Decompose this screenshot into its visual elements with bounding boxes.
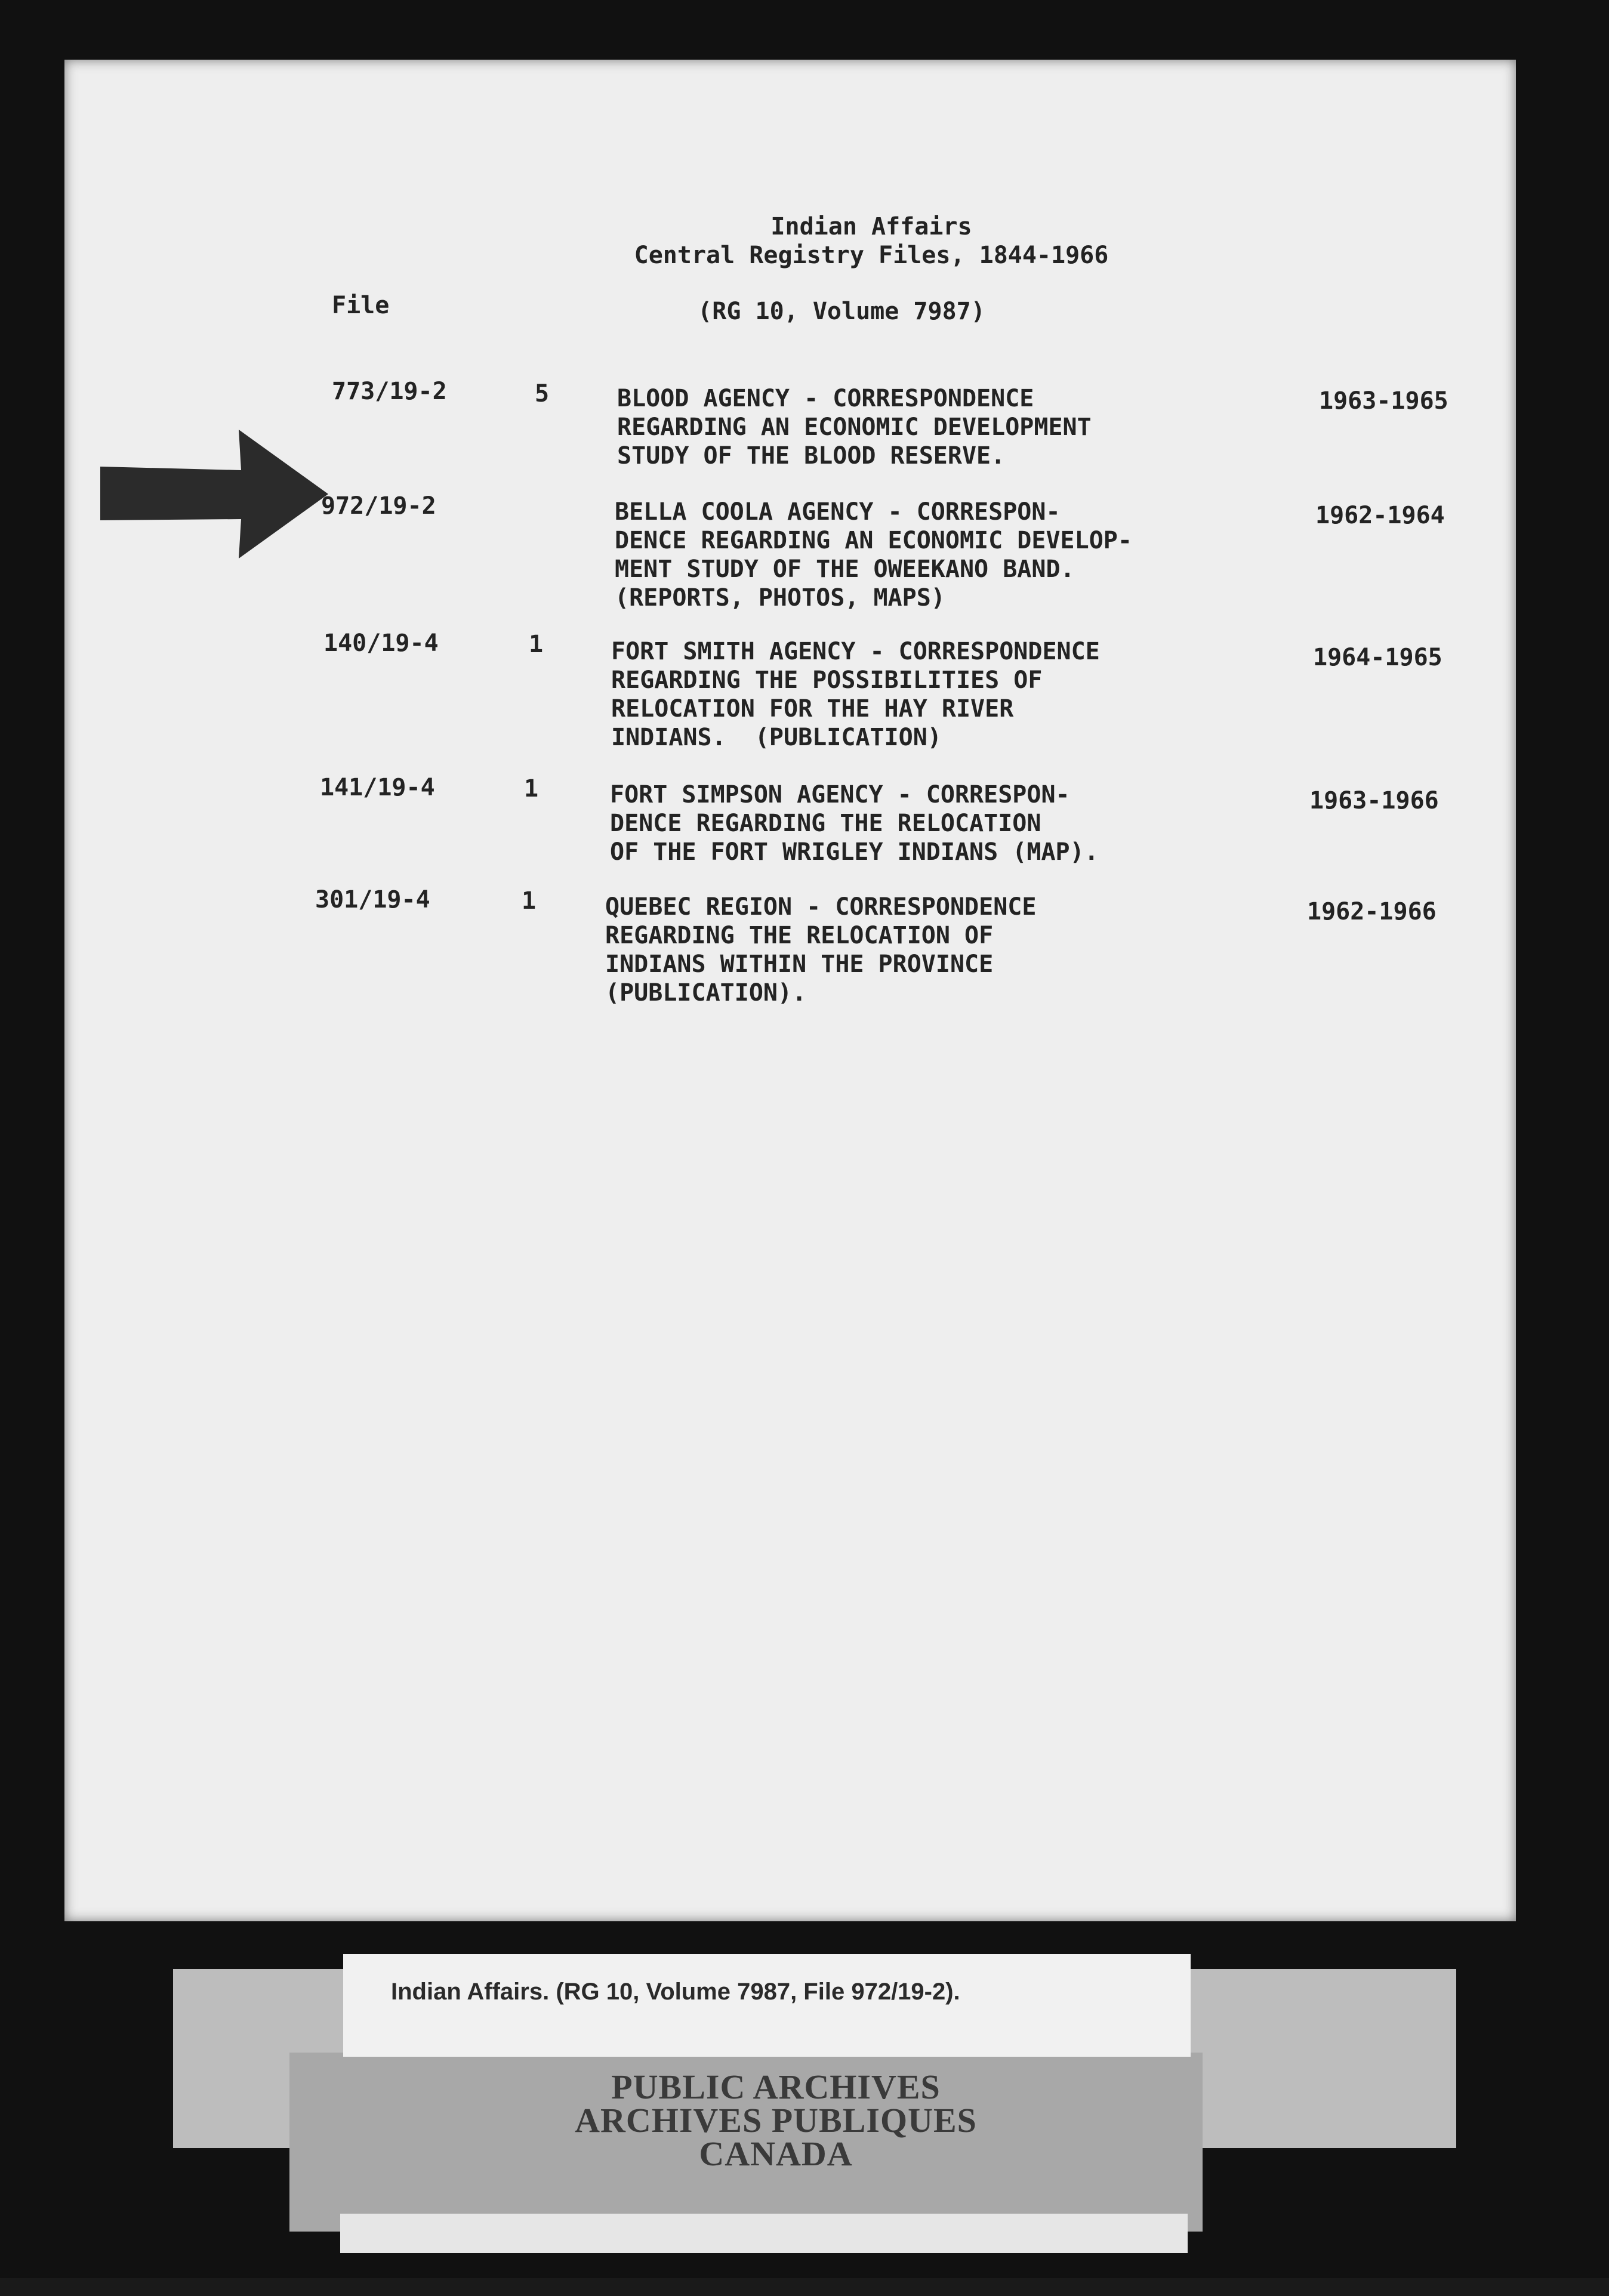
description-line: REGARDING THE RELOCATION OF — [605, 922, 994, 949]
header-title: Indian Affairs — [770, 213, 972, 240]
stamp-line: ARCHIVES PUBLIQUES — [575, 2101, 977, 2140]
description-line: OF THE FORT WRIGLEY INDIANS (MAP). — [610, 838, 1099, 866]
archives-stamp — [513, 2067, 1038, 2173]
description-line: MENT STUDY OF THE OWEEKANO BAND. — [615, 556, 1075, 583]
description-line: REGARDING THE POSSIBILITIES OF — [611, 666, 1043, 694]
archive-strip-edge — [340, 2214, 1188, 2253]
date-range: 1963-1966 — [1309, 787, 1439, 814]
file-number: 773/19-2 — [332, 378, 447, 405]
description-line: QUEBEC REGION - CORRESPONDENCE — [605, 893, 1037, 921]
description-line: BELLA COOLA AGENCY - CORRESPON- — [615, 498, 1061, 526]
file-column-label: File — [332, 292, 390, 319]
date-range: 1962-1966 — [1307, 898, 1437, 925]
description-line: STUDY OF THE BLOOD RESERVE. — [617, 442, 1006, 470]
date-range: 1964-1965 — [1313, 644, 1442, 671]
stamp-line: CANADA — [699, 2134, 853, 2173]
description-line: INDIANS WITHIN THE PROVINCE — [605, 951, 994, 978]
file-number: 141/19-4 — [320, 774, 435, 801]
description-line: RELOCATION FOR THE HAY RIVER — [611, 695, 1014, 723]
item-count: 5 — [535, 380, 550, 408]
header-subtitle: Central Registry Files, 1844-1966 — [634, 242, 1109, 269]
description-line: (REPORTS, PHOTOS, MAPS) — [615, 584, 945, 612]
item-count: 1 — [522, 887, 537, 915]
volume-reference: (RG 10, Volume 7987) — [698, 298, 985, 325]
file-number: 140/19-4 — [323, 629, 439, 657]
file-number: 972/19-2 — [321, 492, 436, 520]
film-edge — [0, 2278, 1609, 2296]
stamp-line: PUBLIC ARCHIVES — [611, 2067, 941, 2106]
description-line: DENCE REGARDING AN ECONOMIC DEVELOP- — [615, 527, 1132, 554]
item-count: 1 — [529, 631, 544, 658]
description-line: REGARDING AN ECONOMIC DEVELOPMENT — [617, 413, 1092, 441]
description-line: (PUBLICATION). — [605, 979, 807, 1007]
description-line: INDIANS. (PUBLICATION) — [611, 724, 942, 751]
file-number: 301/19-4 — [315, 886, 430, 914]
arrow-pointer-icon — [100, 430, 328, 558]
description-line: BLOOD AGENCY - CORRESPONDENCE — [617, 385, 1034, 412]
date-range: 1962-1964 — [1315, 502, 1445, 529]
description-line: FORT SMITH AGENCY - CORRESPONDENCE — [611, 638, 1100, 665]
item-count: 1 — [524, 775, 539, 803]
description-line: DENCE REGARDING THE RELOCATION — [610, 810, 1041, 837]
description-line: FORT SIMPSON AGENCY - CORRESPON- — [610, 781, 1070, 808]
date-range: 1963-1965 — [1319, 387, 1448, 415]
citation-label-card — [343, 1954, 1191, 2057]
citation-label: Indian Affairs. (RG 10, Volume 7987, File 972/19-2). — [391, 1979, 960, 2005]
